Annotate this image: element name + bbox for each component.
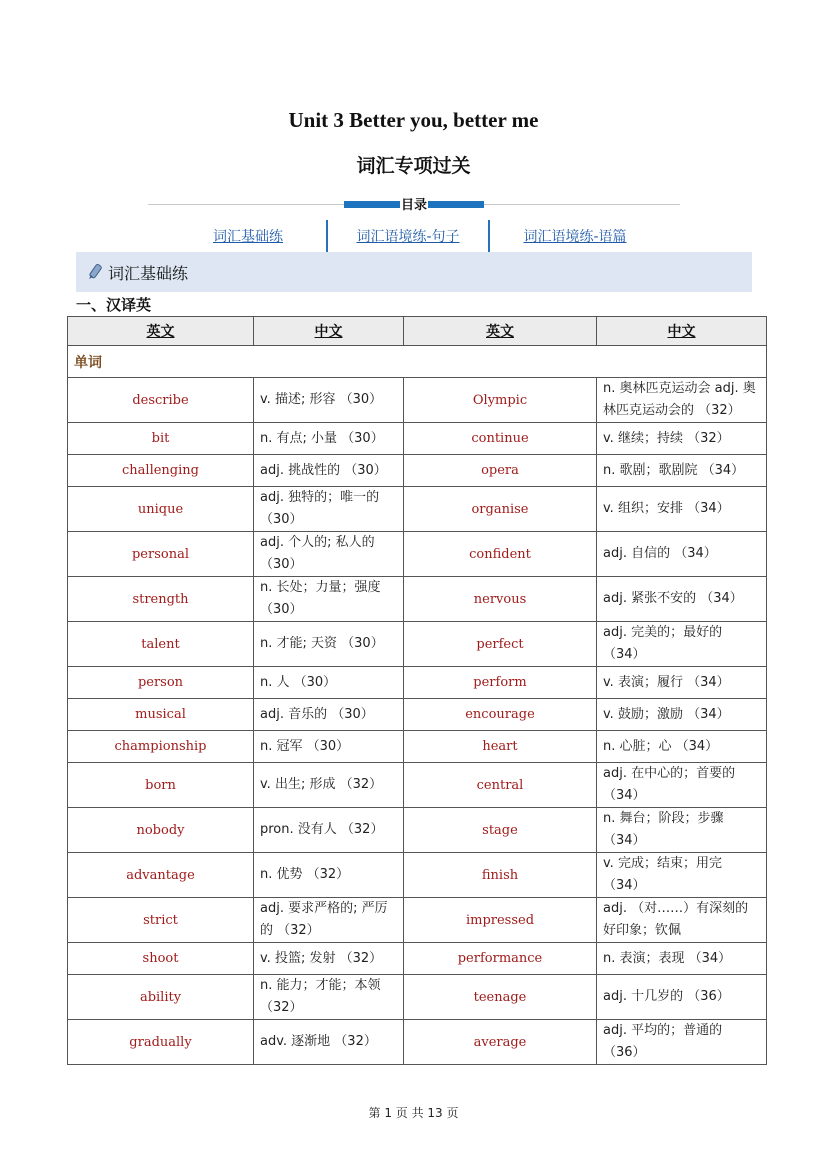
toc-link-cell-3 [490,226,660,246]
chinese-meaning: adj. （对……）有深刻的好印象；钦佩 [597,898,767,943]
chinese-meaning: n. 冠军 （30） [254,731,404,763]
english-word: central [404,763,597,808]
chinese-meaning: v. 组织；安排 （34） [597,487,767,532]
header-chinese-2: 中文 [597,317,767,346]
chinese-meaning: n. 优势 （32） [254,853,404,898]
toc-bar-right [428,201,484,208]
chinese-meaning: adj. 个人的; 私人的 （30） [254,532,404,577]
english-word: born [68,763,254,808]
chinese-meaning: v. 出生; 形成 （32） [254,763,404,808]
chinese-meaning: adj. 自信的 （34） [597,532,767,577]
english-word: gradually [68,1020,254,1065]
english-word: bit [68,423,254,455]
table-row [68,975,767,1020]
table-row [68,808,767,853]
toc-link-basic[interactable]: 词汇基础练 [213,229,283,245]
chinese-meaning: adj. 音乐的 （30） [254,699,404,731]
part-heading: 一、汉译英 [76,296,152,314]
chinese-meaning: adj. 要求严格的; 严厉的 （32） [254,898,404,943]
chinese-meaning: v. 继续；持续 （32） [597,423,767,455]
english-word: performance [404,943,597,975]
english-word: organise [404,487,597,532]
category-row [68,346,767,378]
table-row [68,1020,767,1065]
chinese-meaning: v. 描述; 形容 （30） [254,378,404,423]
chinese-meaning: n. 心脏；心 （34） [597,731,767,763]
table-row [68,943,767,975]
english-word: strict [68,898,254,943]
chinese-meaning: n. 才能; 天资 （30） [254,622,404,667]
english-word: strength [68,577,254,622]
english-word: ability [68,975,254,1020]
chinese-meaning: n. 舞台；阶段；步骤 （34） [597,808,767,853]
table-row [68,378,767,423]
page-title: Unit 3 Better you, better me [288,108,539,132]
english-word: person [68,667,254,699]
table-row [68,622,767,667]
chinese-meaning: adj. 完美的；最好的 （34） [597,622,767,667]
chinese-meaning: v. 投篮; 发射 （32） [254,943,404,975]
english-word: teenage [404,975,597,1020]
chinese-meaning: n. 能力；才能；本领 （32） [254,975,404,1020]
chinese-meaning: pron. 没有人 （32） [254,808,404,853]
table-row [68,667,767,699]
chinese-meaning: adv. 逐渐地 （32） [254,1020,404,1065]
table-row [68,699,767,731]
english-word: heart [404,731,597,763]
chinese-meaning: n. 奥林匹克运动会 adj. 奥林匹克运动会的 （32） [597,378,767,423]
chinese-meaning: n. 有点; 小量 （30） [254,423,404,455]
chinese-meaning: adj. 挑战性的 （30） [254,455,404,487]
table-row [68,455,767,487]
table-row [68,763,767,808]
table-row [68,532,767,577]
vocab-table [67,316,767,1065]
table-header-row [68,317,767,346]
category-label: 单词 [68,346,767,378]
english-word: championship [68,731,254,763]
table-row [68,853,767,898]
chinese-meaning: v. 表演；履行 （34） [597,667,767,699]
toc-bar-left [344,201,400,208]
english-word: personal [68,532,254,577]
section-title: 词汇基础练 [108,263,189,283]
toc-link-cell-1 [170,226,326,246]
table-row [68,423,767,455]
english-word: shoot [68,943,254,975]
toc-link-passage[interactable]: 词汇语境练-语篇 [523,229,627,245]
english-word: talent [68,622,254,667]
chinese-meaning: n. 歌剧；歌剧院 （34） [597,455,767,487]
header-english-2: 英文 [404,317,597,346]
english-word: continue [404,423,597,455]
pencil-icon [86,263,104,281]
toc-label: 目录 [400,194,428,213]
english-word: musical [68,699,254,731]
english-word: perfect [404,622,597,667]
chinese-meaning: v. 鼓励；激励 （34） [597,699,767,731]
english-word: Olympic [404,378,597,423]
table-row [68,898,767,943]
chinese-meaning: adj. 独特的；唯一的 （30） [254,487,404,532]
page-footer: 第 1 页 共 13 页 [368,1106,459,1120]
chinese-meaning: n. 长处；力量；强度 （30） [254,577,404,622]
chinese-meaning: adj. 紧张不安的 （34） [597,577,767,622]
english-word: nobody [68,808,254,853]
chinese-meaning: n. 表演；表现 （34） [597,943,767,975]
toc-link-sentence[interactable]: 词汇语境练-句子 [356,229,460,245]
chinese-meaning: v. 完成；结束；用完 （34） [597,853,767,898]
english-word: encourage [404,699,597,731]
english-word: average [404,1020,597,1065]
section-header [76,252,752,292]
english-word: impressed [404,898,597,943]
chinese-meaning: n. 人 （30） [254,667,404,699]
toc-links [170,220,660,252]
english-word: challenging [68,455,254,487]
table-row [68,487,767,532]
table-row [68,577,767,622]
english-word: stage [404,808,597,853]
english-word: nervous [404,577,597,622]
toc-link-cell-2 [328,226,488,246]
english-word: describe [68,378,254,423]
table-row [68,731,767,763]
header-chinese-1: 中文 [254,317,404,346]
english-word: unique [68,487,254,532]
chinese-meaning: adj. 在中心的；首要的 （34） [597,763,767,808]
english-word: confident [404,532,597,577]
header-english-1: 英文 [68,317,254,346]
chinese-meaning: adj. 十几岁的 （36） [597,975,767,1020]
chinese-meaning: adj. 平均的；普通的 （36） [597,1020,767,1065]
english-word: finish [404,853,597,898]
english-word: opera [404,455,597,487]
english-word: perform [404,667,597,699]
english-word: advantage [68,853,254,898]
page-subtitle: 词汇专项过关 [356,155,471,177]
